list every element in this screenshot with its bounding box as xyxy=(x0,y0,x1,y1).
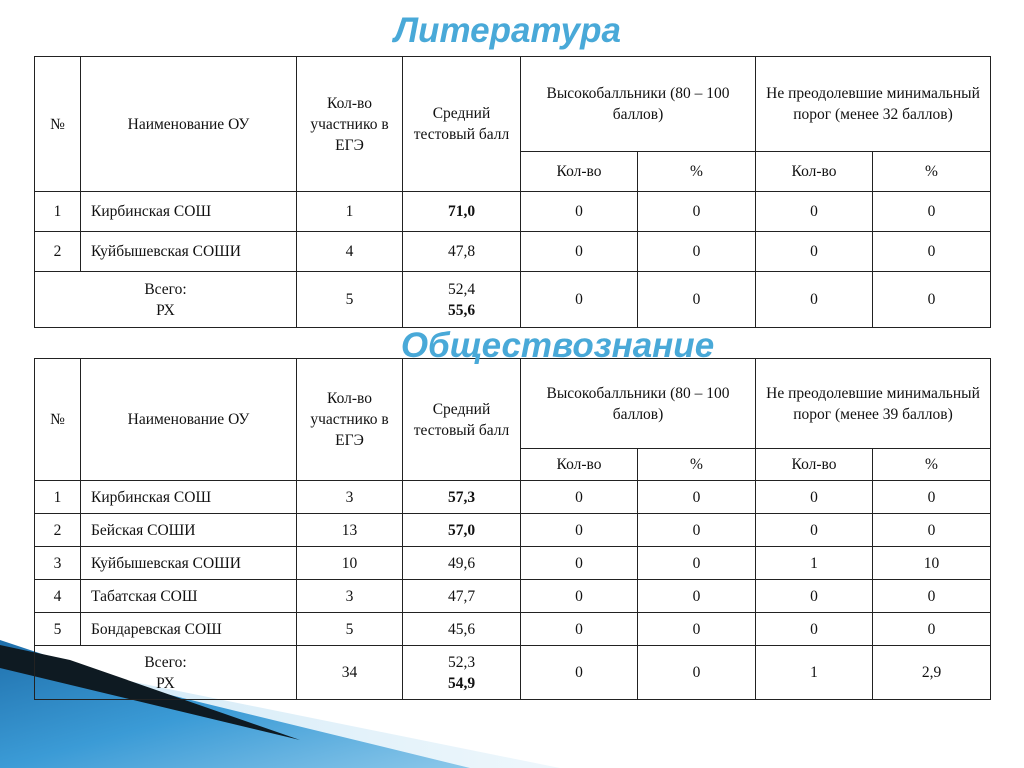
row-high-pct: 0 xyxy=(638,547,756,580)
row-num: 1 xyxy=(35,192,81,232)
header-name: Наименование ОУ xyxy=(81,57,297,192)
row-low-count: 0 xyxy=(756,192,873,232)
row-name: Кирбинская СОШ xyxy=(81,481,297,514)
row-low-pct: 0 xyxy=(873,192,991,232)
total-row xyxy=(35,646,991,700)
row-high-pct: 0 xyxy=(638,192,756,232)
header-num: № xyxy=(35,359,81,481)
row-low-count: 0 xyxy=(756,580,873,613)
header-count: Кол-во участнико в ЕГЭ xyxy=(297,57,403,192)
row-avg: 45,6 xyxy=(403,613,521,646)
row-low-pct: 0 xyxy=(873,514,991,547)
table-row xyxy=(35,547,991,580)
header-avg: Средний тестовый балл xyxy=(403,57,521,192)
total-avg xyxy=(403,646,521,700)
subheader-high-count: Кол-во xyxy=(521,449,638,481)
social-studies-table xyxy=(34,358,991,700)
total-label-line1: Всего: xyxy=(144,280,187,298)
row-name: Куйбышевская СОШИ xyxy=(81,232,297,272)
row-high-count: 0 xyxy=(521,514,638,547)
row-low-pct: 0 xyxy=(873,613,991,646)
row-num: 3 xyxy=(35,547,81,580)
row-high-pct: 0 xyxy=(638,514,756,547)
table-row xyxy=(35,481,991,514)
row-num: 1 xyxy=(35,481,81,514)
table-row xyxy=(35,232,991,272)
subheader-low-count: Кол-во xyxy=(756,152,873,192)
row-avg: 49,6 xyxy=(403,547,521,580)
total-low-count: 1 xyxy=(756,646,873,700)
row-name: Куйбышевская СОШИ xyxy=(81,547,297,580)
row-low-pct: 0 xyxy=(873,232,991,272)
header-row xyxy=(35,57,991,152)
row-name: Кирбинская СОШ xyxy=(81,192,297,232)
row-count: 10 xyxy=(297,547,403,580)
subheader-low-pct: % xyxy=(873,449,991,481)
row-num: 5 xyxy=(35,613,81,646)
total-low-count: 0 xyxy=(756,272,873,328)
total-avg-line2: 55,6 xyxy=(447,301,476,319)
row-num: 2 xyxy=(35,232,81,272)
row-high-pct: 0 xyxy=(638,613,756,646)
total-label-line1: Всего: xyxy=(144,653,187,671)
subheader-high-pct: % xyxy=(638,449,756,481)
total-high-count: 0 xyxy=(521,646,638,700)
row-high-pct: 0 xyxy=(638,232,756,272)
row-high-pct: 0 xyxy=(638,580,756,613)
total-label xyxy=(35,272,297,328)
total-avg xyxy=(403,272,521,328)
row-count: 3 xyxy=(297,481,403,514)
subheader-high-count: Кол-во xyxy=(521,152,638,192)
section-title-literature: Литература xyxy=(394,11,621,50)
row-high-count: 0 xyxy=(521,613,638,646)
total-low-pct: 2,9 xyxy=(873,646,991,700)
row-avg: 57,0 xyxy=(403,514,521,547)
row-count: 5 xyxy=(297,613,403,646)
total-avg-line2: 54,9 xyxy=(447,674,476,692)
subheader-low-pct: % xyxy=(873,152,991,192)
header-low: Не преодолевшие минимальный порог (менее 32 баллов) xyxy=(756,57,991,152)
total-avg-line1: 52,4 xyxy=(447,280,476,298)
total-high-count: 0 xyxy=(521,272,638,328)
row-num: 2 xyxy=(35,514,81,547)
row-count: 1 xyxy=(297,192,403,232)
header-high: Высокобалльники (80 – 100 баллов) xyxy=(521,359,756,449)
row-avg: 71,0 xyxy=(403,192,521,232)
table-row xyxy=(35,580,991,613)
row-high-count: 0 xyxy=(521,580,638,613)
total-label-line2: РХ xyxy=(156,301,175,319)
total-count: 34 xyxy=(297,646,403,700)
row-high-count: 0 xyxy=(521,232,638,272)
total-label xyxy=(35,646,297,700)
table-row xyxy=(35,514,991,547)
row-count: 4 xyxy=(297,232,403,272)
row-count: 3 xyxy=(297,580,403,613)
header-low: Не преодолевшие минимальный порог (менее 39 баллов) xyxy=(756,359,991,449)
total-row xyxy=(35,272,991,328)
section-title-social-studies: Обществознание xyxy=(400,326,715,365)
row-low-pct: 0 xyxy=(873,481,991,514)
row-count: 13 xyxy=(297,514,403,547)
table-row xyxy=(35,192,991,232)
total-count: 5 xyxy=(297,272,403,328)
header-row xyxy=(35,359,991,449)
header-name: Наименование ОУ xyxy=(81,359,297,481)
header-count: Кол-во участнико в ЕГЭ xyxy=(297,359,403,481)
total-high-pct: 0 xyxy=(638,272,756,328)
row-num: 4 xyxy=(35,580,81,613)
subheader-high-pct: % xyxy=(638,152,756,192)
total-avg-line1: 52,3 xyxy=(447,653,476,671)
row-high-count: 0 xyxy=(521,481,638,514)
row-low-count: 0 xyxy=(756,232,873,272)
total-high-pct: 0 xyxy=(638,646,756,700)
row-high-pct: 0 xyxy=(638,481,756,514)
row-low-pct: 10 xyxy=(873,547,991,580)
row-low-pct: 0 xyxy=(873,580,991,613)
header-avg: Средний тестовый балл xyxy=(403,359,521,481)
row-high-count: 0 xyxy=(521,547,638,580)
row-low-count: 1 xyxy=(756,547,873,580)
row-low-count: 0 xyxy=(756,481,873,514)
literature-table xyxy=(34,56,991,328)
row-avg: 57,3 xyxy=(403,481,521,514)
row-name: Бондаревская СОШ xyxy=(81,613,297,646)
row-name: Бейская СОШИ xyxy=(81,514,297,547)
header-high: Высокобалльники (80 – 100 баллов) xyxy=(521,57,756,152)
header-num: № xyxy=(35,57,81,192)
row-avg: 47,8 xyxy=(403,232,521,272)
row-high-count: 0 xyxy=(521,192,638,232)
row-avg: 47,7 xyxy=(403,580,521,613)
subheader-low-count: Кол-во xyxy=(756,449,873,481)
row-low-count: 0 xyxy=(756,613,873,646)
total-label-line2: РХ xyxy=(156,674,175,692)
row-low-count: 0 xyxy=(756,514,873,547)
total-low-pct: 0 xyxy=(873,272,991,328)
table-row xyxy=(35,613,991,646)
row-name: Табатская СОШ xyxy=(81,580,297,613)
